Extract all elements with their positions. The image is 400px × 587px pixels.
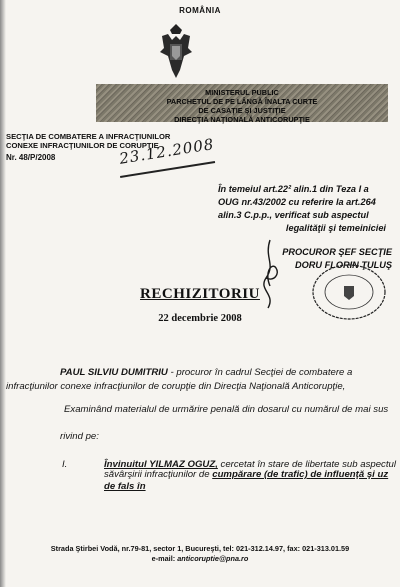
body-paragraph-4: rivind pe: <box>60 431 99 442</box>
prosecutor-name: PAUL SILVIU DUMITRIU <box>60 367 168 378</box>
footer-email-label: e-mail: <box>151 554 178 563</box>
institution-line: MINISTERUL PUBLIC <box>205 88 279 97</box>
institution-line: DE CASAŢIE ŞI JUSTIŢIE <box>198 106 286 115</box>
registration-number: Nr. 48/P/2008 <box>6 153 56 162</box>
legal-line: În temeiul art.22² alin.1 din Teza I a <box>218 184 369 194</box>
legal-verification-note <box>218 183 386 235</box>
charges-intro: săvârşirii infracţiunilor de <box>104 469 213 480</box>
coat-of-arms-icon <box>158 22 194 80</box>
footer-contact <box>0 544 400 564</box>
accused-charges <box>104 469 396 493</box>
body-paragraph-3: Examinând materialul de urmărire penală din dosarul cu numărul de mai sus <box>64 404 389 415</box>
country-heading: ROMÂNIA <box>179 6 221 15</box>
accused-status: cercetat în stare de libertate sub aspectul <box>217 459 396 470</box>
footer-address: Strada Ştirbei Vodă, nr.79-81, sector 1, Bucureşti, tel: 021-312.14.97, fax: 021-313.01.59 <box>50 544 350 553</box>
charges-text: cumpărare (de trafic) de influenţă şi uz de fals în <box>104 469 389 492</box>
legal-line: OUG nr.43/2002 cu referire la art.264 <box>218 197 376 207</box>
document-title: RECHIZITORIU <box>140 286 260 302</box>
body-paragraph-2: infracţiunilor conexe infracţiunilor de corupţie din Direcţia Naţională Anticorupţie, <box>6 381 346 392</box>
institution-line: DIRECŢIA NAŢIONALĂ ANTICORUPŢIE <box>174 115 310 124</box>
signatory-name: DORU FLORIN ŢULUŞ <box>295 260 392 270</box>
prosecutor-role: - procuror în cadrul Secţiei de combatere a <box>167 367 353 378</box>
footer-email: anticoruptie@pna.ro <box>177 554 249 563</box>
item-number: I. <box>62 459 68 470</box>
section-line: SECŢIA DE COMBATERE A INFRACŢIUNILOR <box>6 132 171 141</box>
document-date: 22 decembrie 2008 <box>158 313 242 324</box>
accused-name: Învinuitul YILMAZ OGUZ, <box>104 459 218 470</box>
institution-line: PARCHETUL DE PE LÂNGĂ ÎNALTA CURTE <box>166 97 318 106</box>
legal-line: legalităţii şi temeiniciei <box>285 223 386 233</box>
legal-line: alin.3 C.p.p., verificat sub aspectul <box>218 210 369 220</box>
signatory-role: PROCUROR ŞEF SECŢIE <box>282 247 392 257</box>
body-paragraph-1 <box>60 367 390 379</box>
section-line: CONEXE INFRACŢIUNILOR DE CORUPŢIE <box>6 141 159 150</box>
institution-heading <box>100 88 384 124</box>
handwritten-date: 23.12.2008 <box>118 134 216 168</box>
